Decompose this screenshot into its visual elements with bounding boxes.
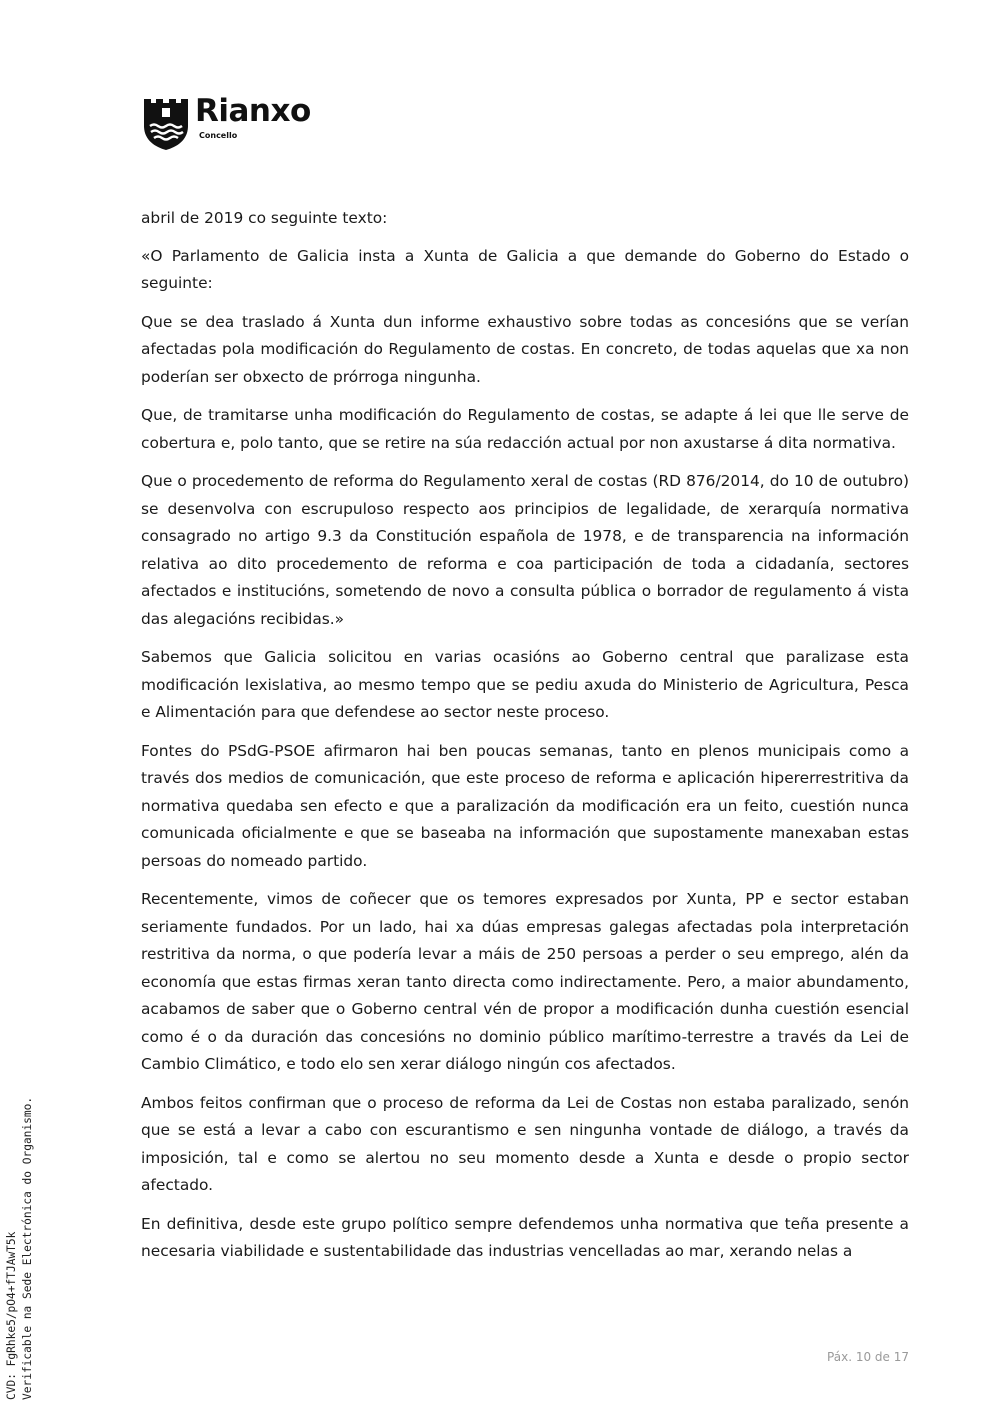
page-number: Páx. 10 de 17: [827, 1350, 909, 1364]
paragraph: Ambos feitos confirman que o proceso de reforma da Lei de Costas non estaba paralizado, senón que se está a levar a cabo con escurantismo e sen ningunha vontade de diálogo, a través da imposición, tal e como se alertou no seu momento desde a Xunta e desde o propio sector afectado.: [141, 1093, 909, 1194]
paragraph: abril de 2019 co seguinte texto:: [141, 209, 388, 227]
paragraph: «O Parlamento de Galicia insta a Xunta de Galicia a que demande do Goberno do Estado o seguinte:: [141, 246, 909, 292]
verification-note: Verificable na Sede Electrónica do Organismo.: [21, 1096, 34, 1400]
document-body: [141, 205, 909, 1277]
logo-wordmark: Rianxo: [195, 93, 311, 129]
verification-code: CVD: FgRhke5/pO4+fTJAwT5k: [5, 1231, 18, 1400]
rianxo-shield-icon: [143, 96, 189, 150]
paragraph: Recentemente, vimos de coñecer que os temores expresados por Xunta, PP e sector estaban seriamente fundados. Por un lado, hai xa dúas empresas galegas afectadas pola interpretación restritiva da norma, o que podería levar a máis de 250 persoas a perder o seu emprego, alén da economía que estas firmas xeran tanto directa como indirectamente. Pero, a maior abundamento, acabamos de saber que o Goberno central vén de propor a modificación dunha cuestión esencial como é o da duración das concesións no dominio público marítimo-terrestre a través da Lei de Cambio Climático, e todo elo sen xerar diálogo ningún cos afectados.: [141, 890, 909, 1073]
paragraph: Que se dea traslado á Xunta dun informe exhaustivo sobre todas as concesións que se verían afectadas pola modificación do Regulamento de costas. En concreto, de todas aquelas que xa non poderían ser obxecto de prórroga ningunha.: [141, 312, 909, 386]
paragraph: Que o procedemento de reforma do Regulamento xeral de costas (RD 876/2014, do 10 de outubro) se desenvolva con escrupuloso respecto aos principios de legalidade, de xerarquía normativa consagrado no artigo 9.3 da Constitución española de 1978, e de transparencia na información relativa ao dito procedemento de reforma e coa participación de toda a cidadanía, sectores afectados e institucións, sometendo de novo a consulta pública o borrador de regulamento á vista das alegacións recibidas.»: [141, 472, 909, 628]
verification-stamp: [4, 1097, 36, 1400]
paragraph: En definitiva, desde este grupo político sempre defendemos unha normativa que teña presente a necesaria viabilidade e sustentabilidade das industrias vencelladas ao mar, xerando nelas a: [141, 1214, 909, 1260]
paragraph: Que, de tramitarse unha modificación do Regulamento de costas, se adapte á lei que lle serve de cobertura e, polo tanto, que se retire na súa redacción actual por non axustarse á dita normativa.: [141, 406, 909, 452]
paragraph: Fontes do PSdG-PSOE afirmaron hai ben poucas semanas, tanto en plenos municipais como a través dos medios de comunicación, que este proceso de reforma e aplicación hipererrestritiva da normativa quedaba sen efecto e que a paralización da modificación era un feito, cuestión nunca comunicada oficialmente e que se baseaba na información que supostamente manexaban estas persoas do nomeado partido.: [141, 741, 909, 870]
concello-logo: [143, 93, 353, 152]
logo-subtitle: Concello: [199, 131, 238, 140]
paragraph: Sabemos que Galicia solicitou en varias ocasións ao Goberno central que paralizase esta modificación lexislativa, ao mesmo tempo que se pediu axuda do Ministerio de Agricultura, Pesca e Alimentación para que defendese ao sector neste proceso.: [141, 648, 909, 721]
